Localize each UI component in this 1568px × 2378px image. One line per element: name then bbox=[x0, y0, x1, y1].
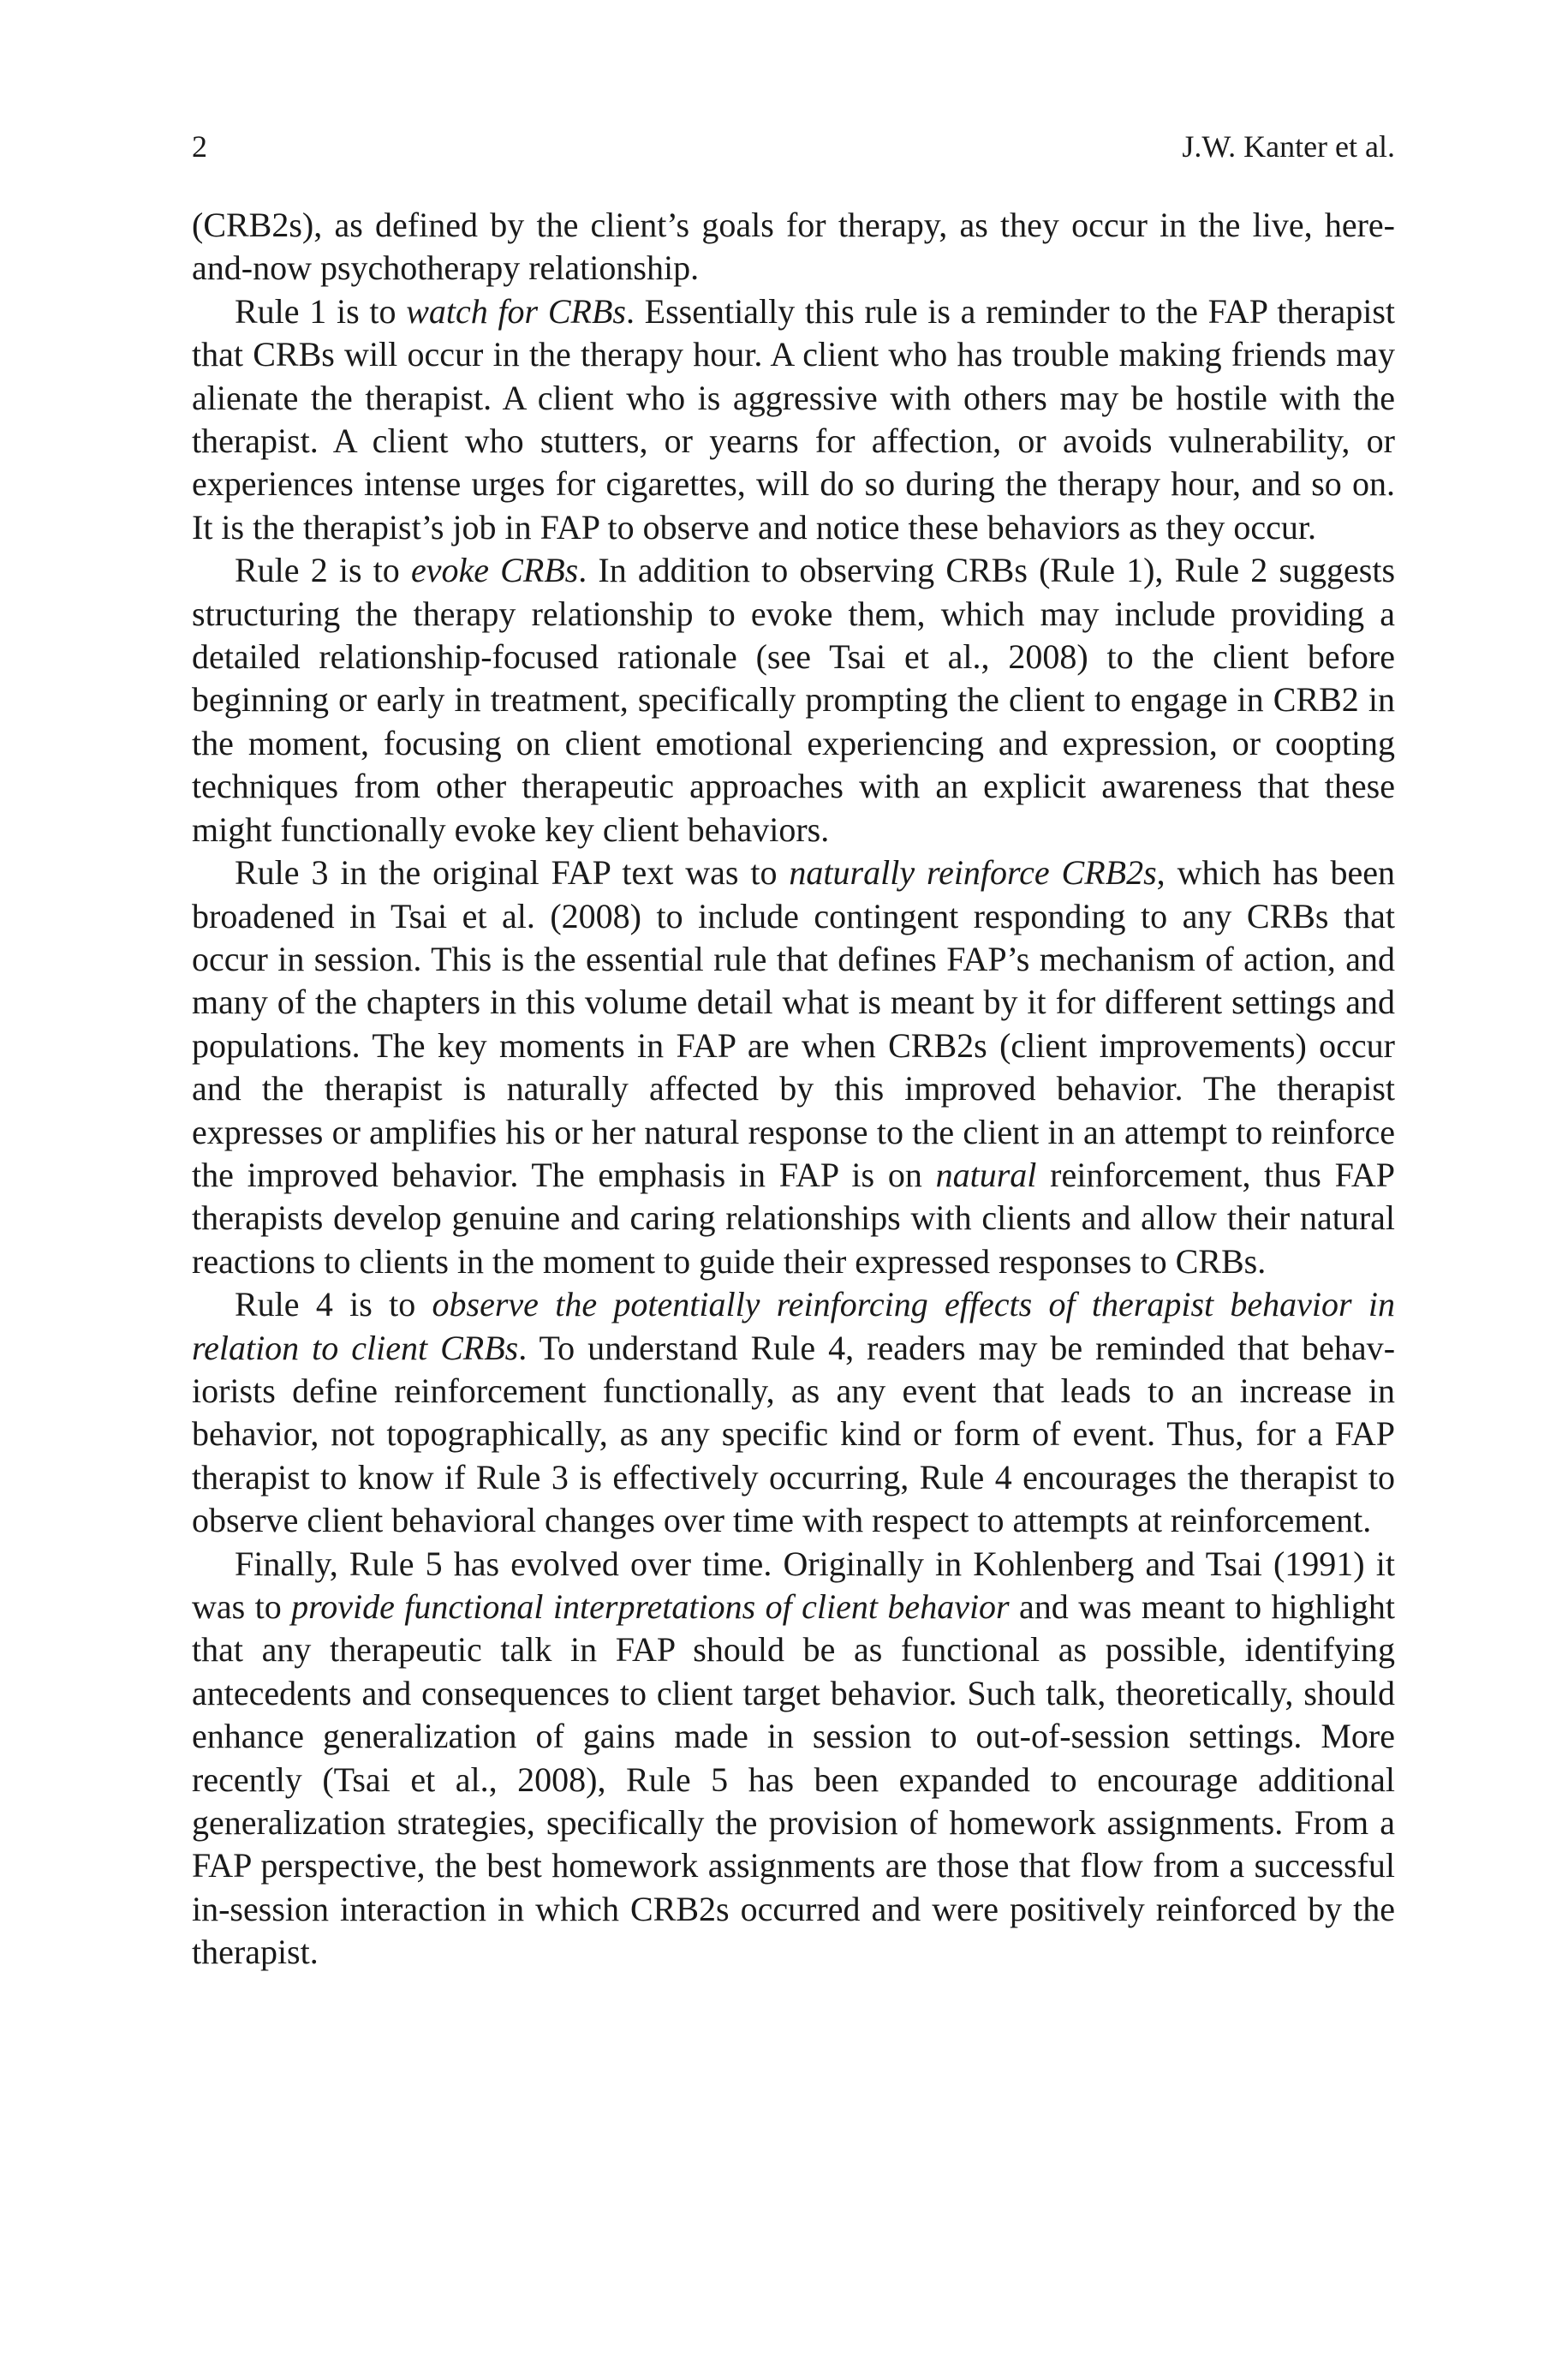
book-page bbox=[192, 127, 1395, 1975]
emphasized-text: watch for CRBs bbox=[406, 291, 626, 331]
text-run: (CRB2s), as defined by the client’s goals for therapy, as they occur in the live, here-and-now psychotherapy relationship. bbox=[192, 206, 1395, 288]
text-run: , which has been broadened in Tsai et al. (2008) to include contingent responding to any CRBs that occur in session. This is the essential rule that defines FAP’s mechanism of action, and many of the chapters in this volume detail what is meant by it for different settings and populations. The key moments in FAP are when CRB2s (client improvements) occur and the therapist is naturally affected by this improved behavior. The therapist expresses or amplifies his or her natural response to the client in an attempt to reinforce the improved behavior. The emphasis in FAP is on bbox=[192, 853, 1395, 1194]
text-run: and was meant to highlight that any therapeutic talk in FAP should be as functional as possible, identifying antecedents and consequences to client target behavior. Such talk, theoretically, should enhance generalization of gains made in session to out-of-session settings. More recently (Tsai et al., 2008), Rule 5 has been expanded to encourage additional generalization strategies, specifically the provision of homework assignments. From a FAP perspective, the best homework assignments are those that flow from a successful in-session interaction in which CRB2s occurred and were positively reinforced by the therapist. bbox=[192, 1587, 1395, 1972]
emphasized-text: evoke CRBs bbox=[410, 551, 579, 590]
paragraph bbox=[192, 290, 1395, 549]
paragraph bbox=[192, 549, 1395, 851]
text-run: . To understand Rule 4, readers may be reminded that behaviorists define reinforcement functionally, as any event that leads to an increase in behavior, not topographically, as any specific kind or form of event. Thus, for a FAP therapist to know if Rule 3 is effectively occurring, Rule 4 encourages the therapist to observe client behavioral changes over time with respect to attempts at reinforcement. bbox=[192, 1328, 1396, 1540]
emphasized-text: observe the potentially reinforcing effects of therapist behavior in relation to client CRBs bbox=[192, 1285, 1396, 1367]
body-text bbox=[192, 204, 1395, 1975]
paragraph bbox=[192, 1543, 1395, 1975]
emphasized-text: provide functional interpretations of client behavior bbox=[291, 1587, 1010, 1626]
text-run: Rule 4 is to bbox=[235, 1285, 432, 1324]
running-title: J.W. Kanter et al. bbox=[1182, 129, 1395, 164]
text-run: . In addition to observing CRBs (Rule 1), Rule 2 suggests structuring the therapy relationship to evoke them, which may include providing a detailed relationship-focused rationale (see Tsai et al., 2008) to the client before beginning or early in treatment, specifically prompting the client to engage in CRB2 in the moment, focusing on client emotional experiencing and expression, or coopting techniques from other therapeutic approaches with an explicit awareness that these might functionally evoke key client behaviors. bbox=[192, 551, 1396, 849]
emphasized-text: naturally reinforce CRB2s bbox=[789, 853, 1157, 893]
paragraph bbox=[192, 1283, 1395, 1542]
text-run: Rule 1 is to bbox=[235, 291, 407, 331]
text-run: Rule 3 in the original FAP text was to bbox=[235, 853, 790, 893]
text-run: . Essentially this rule is a reminder to the FAP therapist that CRBs will occur in the therapy hour. A client who has trouble making friends may alienate the therapist. A client who is aggressive with others may be hostile with the therapist. A client who stutters, or yearns for affection, or avoids vulnerability, or experiences intense urges for cigarettes, will do so during the therapy hour, and so on. It is the therapist’s job in FAP to observe and notice these behaviors as they occur. bbox=[192, 291, 1395, 547]
paragraph bbox=[192, 851, 1395, 1283]
text-run: reinforcement, thus FAP therapists develop genuine and caring relationships with clients and allow their natural reactions to clients in the moment to guide their expressed responses to CRBs. bbox=[192, 1155, 1396, 1281]
paragraph bbox=[192, 204, 1395, 290]
text-run: Finally, Rule 5 has evolved over time. Originally in Kohlenberg and Tsai (1991) it was to bbox=[192, 1544, 1395, 1626]
running-head bbox=[192, 127, 1395, 166]
page-number: 2 bbox=[192, 129, 207, 164]
text-run: Rule 2 is to bbox=[235, 551, 411, 590]
emphasized-text: natural bbox=[935, 1155, 1037, 1194]
